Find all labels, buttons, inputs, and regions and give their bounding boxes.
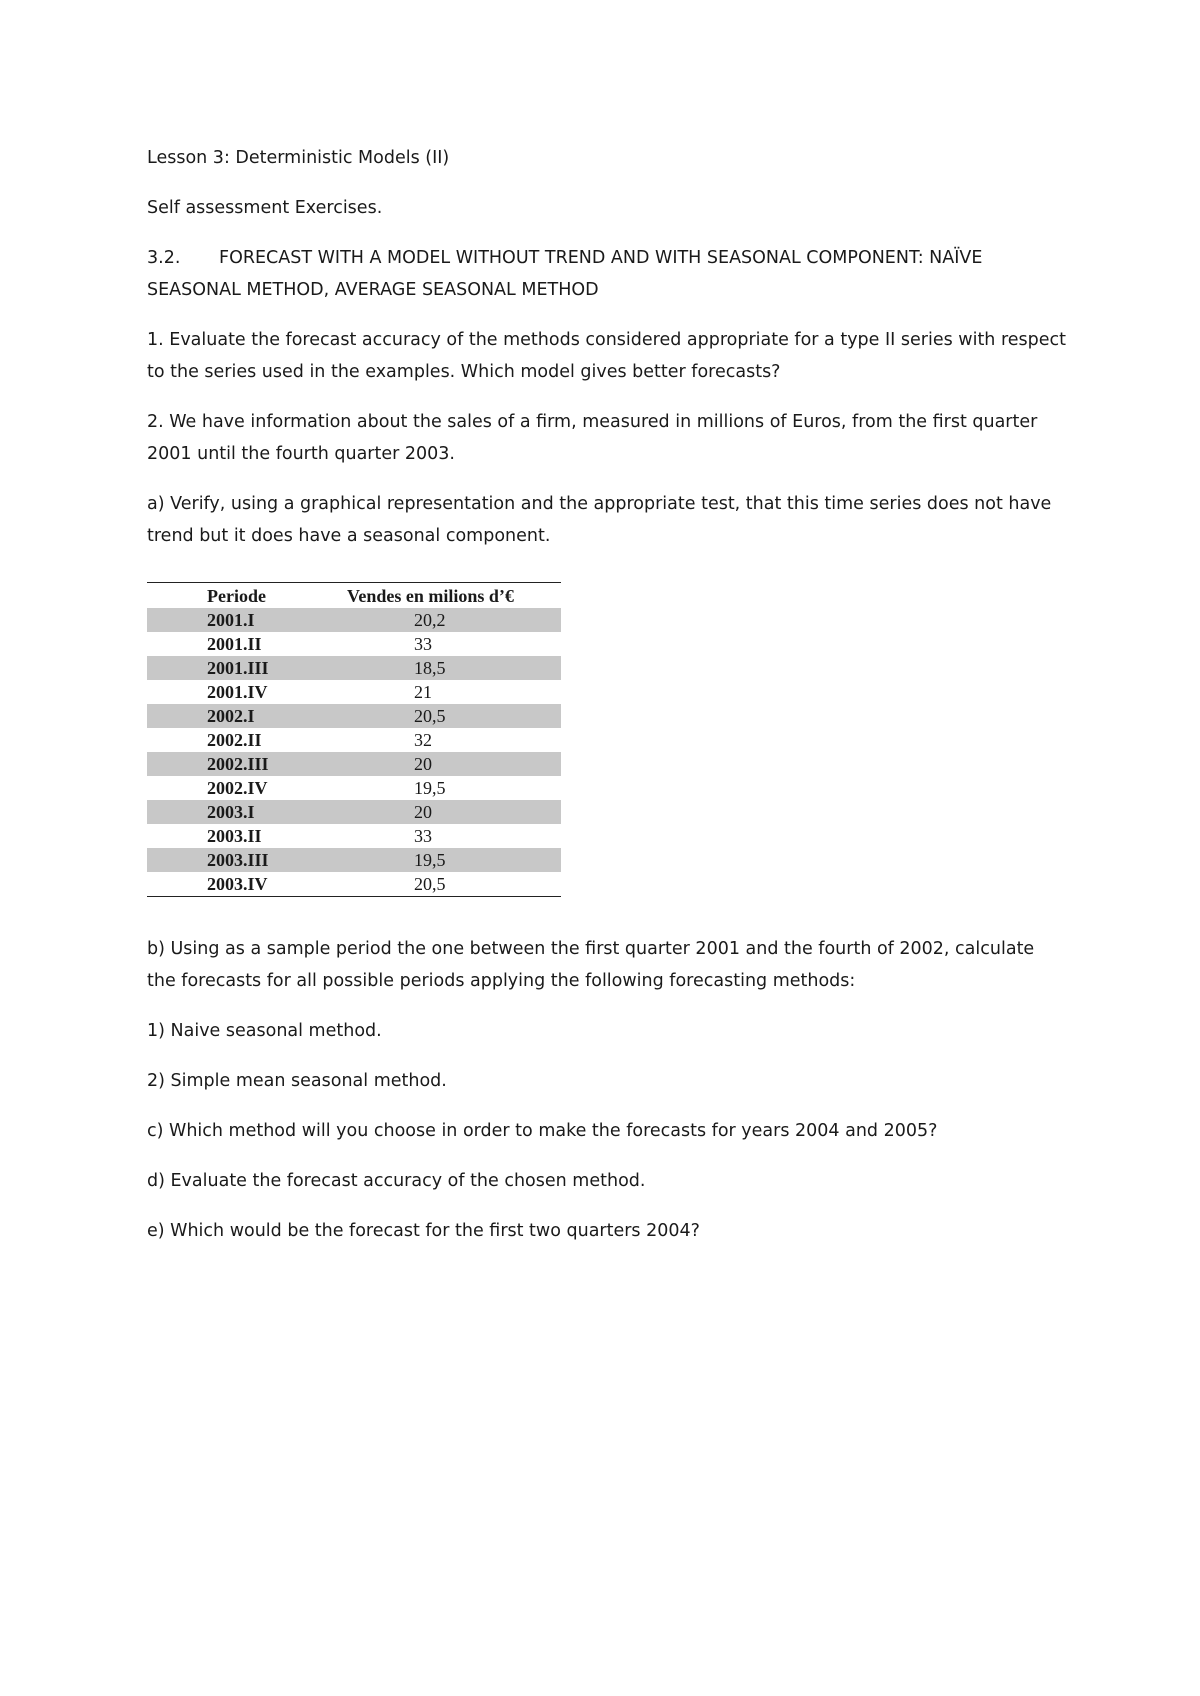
table-cell-sales: 33 [414, 634, 432, 654]
table-row [147, 704, 561, 728]
table-row [147, 848, 561, 872]
table-row [147, 752, 561, 776]
question-a: a) Verify, using a graphical representation and the appropriate test, that this time series does not have trend but it does have a seasonal component. [147, 494, 1052, 546]
question-2: 2. We have information about the sales of a firm, measured in millions of Euros, from the first quarter 2001 until the fourth quarter 2003. [147, 412, 1038, 464]
table-cell-period: 2001.III [207, 658, 269, 678]
table-cell-period: 2003.II [207, 826, 262, 846]
table-row [147, 728, 561, 752]
question-b2: 2) Simple mean seasonal method. [147, 1071, 447, 1091]
table-header-sales: Vendes en milions d’€ [347, 586, 514, 606]
table-cell-period: 2001.I [207, 610, 255, 630]
section-number: 3.2. [147, 248, 181, 268]
table-cell-sales: 32 [414, 730, 432, 750]
table-cell-sales: 20,5 [414, 874, 446, 894]
section-heading [147, 242, 1067, 306]
table-header-period: Periode [207, 586, 266, 606]
lesson-subtitle: Self assessment Exercises. [147, 198, 383, 218]
table-cell-period: 2002.I [207, 706, 255, 726]
question-b1: 1) Naive seasonal method. [147, 1021, 382, 1041]
table-row [147, 608, 561, 632]
table-cell-period: 2003.I [207, 802, 255, 822]
lesson-title: Lesson 3: Deterministic Models (II) [147, 148, 450, 168]
table-cell-sales: 20 [414, 802, 432, 822]
table-cell-sales: 21 [414, 682, 432, 702]
table-row [147, 656, 561, 680]
table-row [147, 872, 561, 896]
table-cell-period: 2002.III [207, 754, 269, 774]
document-page [147, 142, 1067, 1265]
table-cell-sales: 19,5 [414, 850, 446, 870]
question-1: 1. Evaluate the forecast accuracy of the methods considered appropriate for a type II series with respect to the series used in the examples. Which model gives better forecasts? [147, 330, 1067, 382]
table-cell-sales: 18,5 [414, 658, 446, 678]
table-cell-sales: 19,5 [414, 778, 446, 798]
table-cell-sales: 33 [414, 826, 432, 846]
table-cell-period: 2001.II [207, 634, 262, 654]
question-e: e) Which would be the forecast for the first two quarters 2004? [147, 1221, 700, 1241]
table-row [147, 776, 561, 800]
table-row [147, 824, 561, 848]
table-cell-sales: 20,2 [414, 610, 446, 630]
table-cell-period: 2003.III [207, 850, 269, 870]
table-cell-sales: 20,5 [414, 706, 446, 726]
table-cell-period: 2002.IV [207, 778, 268, 798]
table-header-row [147, 583, 561, 608]
table-row [147, 800, 561, 824]
sales-table [147, 582, 561, 897]
table-cell-period: 2002.II [207, 730, 262, 750]
table-row [147, 680, 561, 704]
section-heading-text: FORECAST WITH A MODEL WITHOUT TREND AND WITH SEASONAL COMPONENT: NAÏVE SEASONAL METHOD, AVERAGE SEASONAL METHOD [147, 248, 983, 300]
table-cell-sales: 20 [414, 754, 432, 774]
table-body [147, 608, 561, 896]
question-b: b) Using as a sample period the one between the first quarter 2001 and the fourth of 2002, calculate the forecasts for all possible periods applying the following forecasting methods: [147, 939, 1035, 991]
table-row [147, 632, 561, 656]
question-d: d) Evaluate the forecast accuracy of the chosen method. [147, 1171, 646, 1191]
question-c: c) Which method will you choose in order to make the forecasts for years 2004 and 2005? [147, 1121, 938, 1141]
table-cell-period: 2001.IV [207, 682, 268, 702]
table-cell-period: 2003.IV [207, 874, 268, 894]
